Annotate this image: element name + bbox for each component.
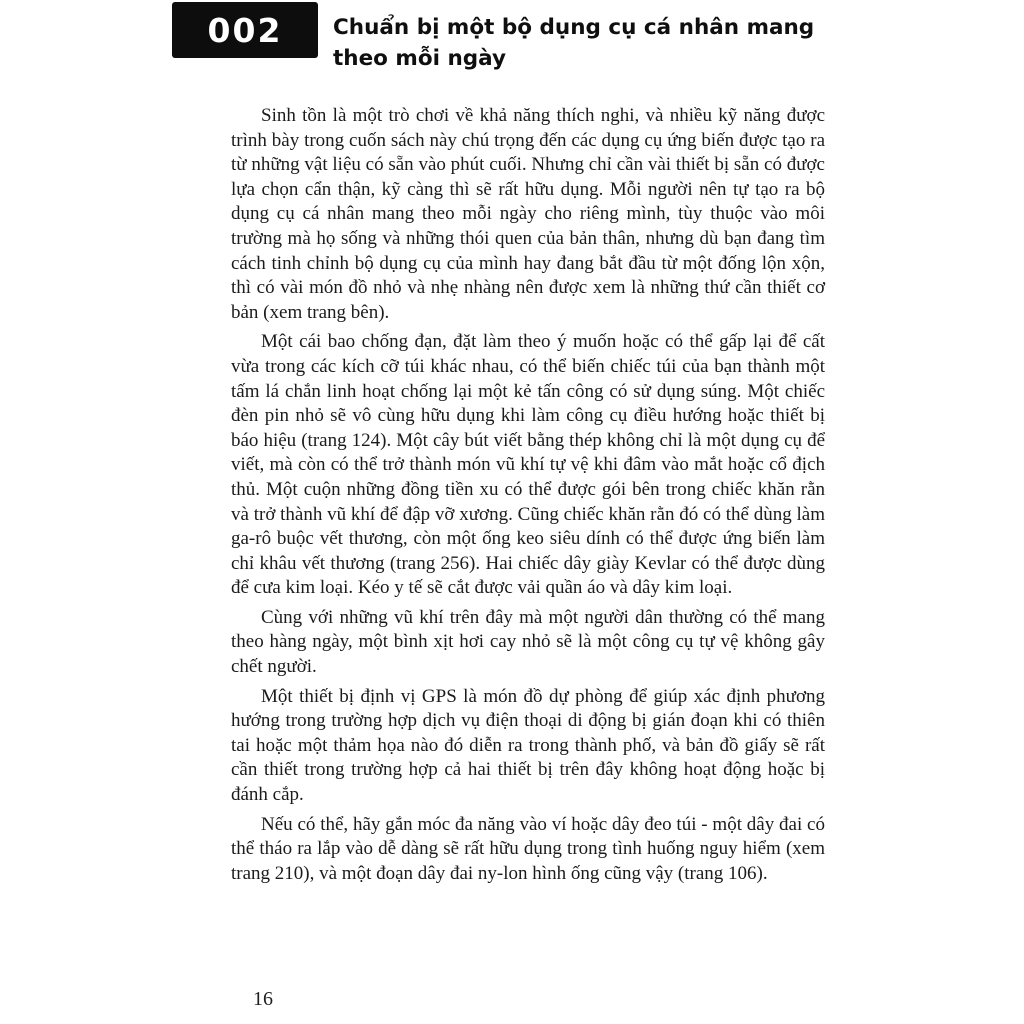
body-paragraph: Một thiết bị định vị GPS là món đồ dự phòng để giúp xác định phương hướng trong trường hợp dịch vụ điện thoại di động bị gián đoạn khi có thiên tai hoặc một thảm họa nào đó diễn ra trong thành phố, và bản đồ giấy sẽ rất cần thiết trong trường hợp cả hai thiết bị trên đây không hoạt động hoặc bị đánh cắp.: [231, 685, 825, 806]
page-number: 16: [253, 988, 273, 1010]
body-paragraph: Cùng với những vũ khí trên đây mà một người dân thường có thể mang theo hàng ngày, một bình xịt hơi cay nhỏ sẽ là một công cụ tự vệ không gây chết người.: [231, 606, 825, 678]
body-paragraph: Một cái bao chống đạn, đặt làm theo ý muốn hoặc có thể gấp lại để cất vừa trong các kích cỡ túi khác nhau, có thể biến chiếc túi của bạn thành một tấm lá chắn linh hoạt chống lại một kẻ tấn công có sử dụng súng. Một chiếc đèn pin nhỏ sẽ vô cùng hữu dụng khi làm công cụ điều hướng hoặc thiết bị báo hiệu (trang 124). Một cây bút viết bằng thép không chỉ là một dụng cụ để viết, mà còn có thể trở thành món vũ khí tự vệ khi đâm vào mắt hoặc cổ địch thủ. Một cuộn những đồng tiền xu có thể được gói bên trong chiếc khăn rằn và trở thành vũ khí để đập vỡ xương. Cũng chiếc khăn rằn đó có thể dùng làm ga-rô buộc vết thương, còn một ống keo siêu dính có thể được ứng biến làm chỉ khâu vết thương (trang 256). Hai chiếc dây giày Kevlar có thể được dùng để cưa kim loại. Kéo y tế sẽ cắt được vải quần áo và dây kim loại.: [231, 331, 825, 599]
chapter-title: Chuẩn bị một bộ dụng cụ cá nhân mang theo mỗi ngày: [333, 15, 815, 71]
body-text-column: [231, 104, 825, 891]
body-paragraph: Nếu có thể, hãy gắn móc đa năng vào ví hoặc dây đeo túi - một dây đai có thể tháo ra lắp vào dễ dàng sẽ rất hữu dụng trong tình huống nguy hiểm (xem trang 210), và một đoạn dây đai ny-lon hình ống cũng vậy (trang 106).: [231, 813, 825, 884]
chapter-number-badge: [172, 2, 318, 58]
chapter-number: 002: [207, 10, 283, 50]
body-paragraph: Sinh tồn là một trò chơi về khả năng thích nghi, và nhiều kỹ năng được trình bày trong cuốn sách này chú trọng đến các dụng cụ ứng biến được tạo ra từ những vật liệu có sẵn vào phút cuối. Nhưng chỉ cần vài thiết bị sẵn có được lựa chọn cẩn thận, kỹ càng thì sẽ rất hữu dụng. Mỗi người nên tự tạo ra bộ dụng cụ cá nhân mang theo mỗi ngày cho riêng mình, tùy thuộc vào môi trường mà họ sống và những thói quen của bản thân, nhưng dù bạn đang tìm cách tinh chỉnh bộ dụng cụ của mình hay đang bắt đầu từ một đống lộn xộn, thì có vài món đồ nhỏ và nhẹ nhàng nên được xem là những thứ cần thiết cơ bản (xem trang bên).: [231, 105, 825, 323]
